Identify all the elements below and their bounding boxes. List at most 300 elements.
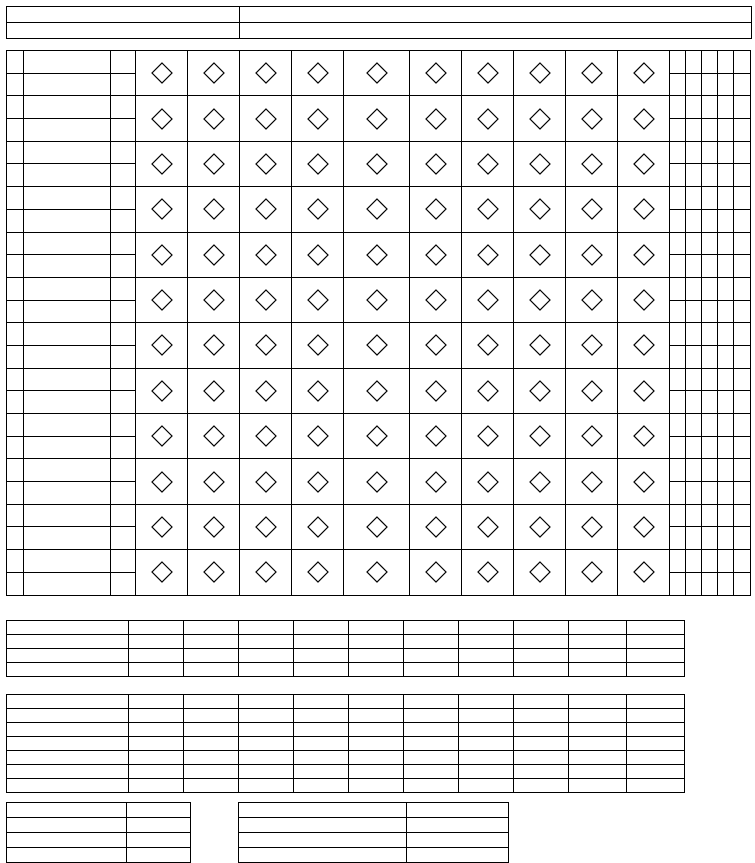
matrix-marker-cell[interactable] [136, 141, 188, 186]
matrix-right-cell[interactable] [734, 141, 751, 164]
matrix-marker-cell[interactable] [240, 368, 292, 413]
matrix-marker-cell[interactable] [618, 277, 670, 322]
matrix-row-weight-cell[interactable] [111, 141, 136, 164]
matrix-row-label[interactable] [24, 504, 111, 527]
matrix-marker-cell[interactable] [618, 232, 670, 277]
table-three-cell[interactable] [349, 751, 404, 765]
table-two-cell[interactable] [627, 635, 685, 649]
matrix-row-label[interactable] [24, 277, 111, 300]
matrix-marker-cell[interactable] [344, 141, 410, 186]
matrix-marker-cell[interactable] [292, 232, 344, 277]
matrix-marker-cell[interactable] [292, 96, 344, 141]
matrix-right-cell[interactable] [686, 51, 702, 74]
matrix-right-cell[interactable] [702, 300, 718, 323]
table-two-cell[interactable] [349, 649, 404, 663]
matrix-marker-cell[interactable] [188, 96, 240, 141]
matrix-right-cell[interactable] [718, 391, 734, 414]
matrix-row-weight-cell[interactable] [111, 255, 136, 278]
matrix-right-cell[interactable] [670, 255, 686, 278]
matrix-marker-cell[interactable] [410, 550, 462, 595]
matrix-marker-cell[interactable] [344, 277, 410, 322]
matrix-right-cell[interactable] [670, 300, 686, 323]
matrix-marker-cell[interactable] [514, 187, 566, 232]
matrix-right-cell[interactable] [734, 572, 751, 595]
matrix-marker-cell[interactable] [292, 414, 344, 459]
matrix-right-cell[interactable] [686, 164, 702, 187]
matrix-right-cell[interactable] [734, 527, 751, 550]
table-three-cell[interactable] [129, 779, 184, 793]
table-three-cell[interactable] [349, 709, 404, 723]
table-three-cell[interactable] [294, 765, 349, 779]
table-two-cell[interactable] [294, 621, 349, 635]
table-three-cell[interactable] [7, 709, 129, 723]
table-three-cell[interactable] [239, 751, 294, 765]
table-three-cell[interactable] [184, 765, 239, 779]
matrix-marker-cell[interactable] [462, 277, 514, 322]
matrix-marker-cell[interactable] [566, 459, 618, 504]
table-three-cell[interactable] [239, 695, 294, 709]
table-three-cell[interactable] [349, 723, 404, 737]
matrix-right-cell[interactable] [734, 187, 751, 210]
matrix-marker-cell[interactable] [410, 368, 462, 413]
matrix-right-cell[interactable] [734, 482, 751, 505]
matrix-right-cell[interactable] [718, 550, 734, 573]
matrix-row-index-cell[interactable] [7, 232, 24, 255]
footer-right-cell[interactable] [407, 818, 509, 833]
matrix-marker-cell[interactable] [344, 51, 410, 96]
table-three-cell[interactable] [569, 723, 627, 737]
matrix-marker-cell[interactable] [410, 277, 462, 322]
matrix-row-index-cell[interactable] [7, 482, 24, 505]
matrix-right-cell[interactable] [702, 96, 718, 119]
footer-right-cell[interactable] [407, 848, 509, 863]
matrix-right-cell[interactable] [734, 164, 751, 187]
matrix-marker-cell[interactable] [410, 51, 462, 96]
matrix-marker-cell[interactable] [566, 141, 618, 186]
table-three-cell[interactable] [569, 765, 627, 779]
table-two-cell[interactable] [294, 663, 349, 677]
matrix-marker-cell[interactable] [410, 504, 462, 549]
matrix-row-label[interactable] [24, 232, 111, 255]
matrix-right-cell[interactable] [718, 209, 734, 232]
table-three-cell[interactable] [514, 765, 569, 779]
table-three-cell[interactable] [184, 695, 239, 709]
matrix-marker-cell[interactable] [566, 96, 618, 141]
matrix-row-label[interactable] [24, 459, 111, 482]
table-two-cell[interactable] [349, 663, 404, 677]
table-three-cell[interactable] [294, 709, 349, 723]
matrix-right-cell[interactable] [718, 300, 734, 323]
table-three-cell[interactable] [349, 737, 404, 751]
table-three-cell[interactable] [459, 723, 514, 737]
matrix-row-label[interactable] [24, 345, 111, 368]
table-three-cell[interactable] [184, 709, 239, 723]
matrix-marker-cell[interactable] [188, 232, 240, 277]
matrix-marker-cell[interactable] [514, 504, 566, 549]
matrix-right-cell[interactable] [718, 51, 734, 74]
matrix-marker-cell[interactable] [410, 141, 462, 186]
matrix-right-cell[interactable] [702, 459, 718, 482]
matrix-right-cell[interactable] [686, 323, 702, 346]
matrix-row-weight-cell[interactable] [111, 73, 136, 96]
table-three-cell[interactable] [459, 751, 514, 765]
table-two-cell[interactable] [514, 621, 569, 635]
table-two-cell[interactable] [459, 663, 514, 677]
matrix-row-weight-cell[interactable] [111, 368, 136, 391]
matrix-right-cell[interactable] [702, 368, 718, 391]
matrix-row-weight-cell[interactable] [111, 504, 136, 527]
table-three-cell[interactable] [459, 709, 514, 723]
matrix-right-cell[interactable] [734, 345, 751, 368]
matrix-right-cell[interactable] [734, 277, 751, 300]
table-three-cell[interactable] [569, 751, 627, 765]
matrix-marker-cell[interactable] [410, 323, 462, 368]
matrix-right-cell[interactable] [718, 572, 734, 595]
matrix-right-cell[interactable] [734, 459, 751, 482]
matrix-marker-cell[interactable] [136, 368, 188, 413]
matrix-marker-cell[interactable] [566, 277, 618, 322]
table-three-cell[interactable] [129, 765, 184, 779]
matrix-marker-cell[interactable] [136, 232, 188, 277]
matrix-marker-cell[interactable] [188, 414, 240, 459]
table-two-cell[interactable] [239, 635, 294, 649]
table-two-cell[interactable] [7, 621, 129, 635]
matrix-row-label[interactable] [24, 550, 111, 573]
table-three-cell[interactable] [349, 765, 404, 779]
table-two-cell[interactable] [7, 635, 129, 649]
matrix-row-label[interactable] [24, 572, 111, 595]
matrix-right-cell[interactable] [670, 572, 686, 595]
matrix-row-weight-cell[interactable] [111, 459, 136, 482]
matrix-right-cell[interactable] [670, 119, 686, 142]
matrix-row-label[interactable] [24, 414, 111, 437]
matrix-right-cell[interactable] [670, 141, 686, 164]
footer-left-cell[interactable] [7, 818, 127, 833]
matrix-right-cell[interactable] [718, 527, 734, 550]
matrix-marker-cell[interactable] [514, 323, 566, 368]
matrix-right-cell[interactable] [734, 73, 751, 96]
matrix-marker-cell[interactable] [136, 187, 188, 232]
matrix-marker-cell[interactable] [240, 550, 292, 595]
matrix-marker-cell[interactable] [514, 459, 566, 504]
table-three-cell[interactable] [404, 737, 459, 751]
matrix-right-cell[interactable] [702, 119, 718, 142]
matrix-marker-cell[interactable] [240, 187, 292, 232]
matrix-right-cell[interactable] [686, 96, 702, 119]
matrix-right-cell[interactable] [734, 300, 751, 323]
table-three-cell[interactable] [569, 695, 627, 709]
matrix-marker-cell[interactable] [410, 459, 462, 504]
matrix-right-cell[interactable] [702, 482, 718, 505]
matrix-row-label[interactable] [24, 368, 111, 391]
table-three-cell[interactable] [239, 737, 294, 751]
header-cell-sub-left[interactable] [7, 23, 240, 39]
table-three-cell[interactable] [129, 751, 184, 765]
matrix-marker-cell[interactable] [566, 368, 618, 413]
table-three-cell[interactable] [7, 779, 129, 793]
matrix-marker-cell[interactable] [188, 368, 240, 413]
table-two-cell[interactable] [627, 621, 685, 635]
table-three-cell[interactable] [514, 737, 569, 751]
matrix-right-cell[interactable] [686, 436, 702, 459]
header-cell-sub-right[interactable] [240, 23, 752, 39]
matrix-row-index-cell[interactable] [7, 550, 24, 573]
matrix-right-cell[interactable] [670, 550, 686, 573]
matrix-right-cell[interactable] [702, 527, 718, 550]
matrix-marker-cell[interactable] [240, 96, 292, 141]
table-two-cell[interactable] [349, 635, 404, 649]
table-three-cell[interactable] [129, 737, 184, 751]
matrix-row-index-cell[interactable] [7, 277, 24, 300]
matrix-right-cell[interactable] [718, 368, 734, 391]
matrix-right-cell[interactable] [670, 504, 686, 527]
matrix-marker-cell[interactable] [344, 187, 410, 232]
matrix-right-cell[interactable] [686, 277, 702, 300]
matrix-marker-cell[interactable] [462, 232, 514, 277]
table-three-cell[interactable] [404, 751, 459, 765]
matrix-row-label[interactable] [24, 482, 111, 505]
matrix-right-cell[interactable] [670, 527, 686, 550]
matrix-marker-cell[interactable] [410, 96, 462, 141]
matrix-marker-cell[interactable] [292, 51, 344, 96]
matrix-row-index-cell[interactable] [7, 255, 24, 278]
table-three-cell[interactable] [404, 723, 459, 737]
matrix-marker-cell[interactable] [188, 323, 240, 368]
table-three-cell[interactable] [294, 779, 349, 793]
matrix-row-index-cell[interactable] [7, 391, 24, 414]
matrix-right-cell[interactable] [734, 255, 751, 278]
matrix-marker-cell[interactable] [410, 414, 462, 459]
matrix-marker-cell[interactable] [136, 459, 188, 504]
footer-right-cell[interactable] [239, 833, 407, 848]
table-three-cell[interactable] [7, 695, 129, 709]
matrix-marker-cell[interactable] [566, 550, 618, 595]
table-three-cell[interactable] [569, 709, 627, 723]
matrix-marker-cell[interactable] [344, 323, 410, 368]
matrix-right-cell[interactable] [718, 73, 734, 96]
footer-left-cell[interactable] [7, 833, 127, 848]
table-two-cell[interactable] [459, 635, 514, 649]
matrix-right-cell[interactable] [718, 436, 734, 459]
matrix-marker-cell[interactable] [618, 323, 670, 368]
table-three-cell[interactable] [294, 751, 349, 765]
footer-left-cell[interactable] [127, 833, 191, 848]
matrix-marker-cell[interactable] [292, 550, 344, 595]
matrix-marker-cell[interactable] [240, 232, 292, 277]
matrix-marker-cell[interactable] [514, 96, 566, 141]
table-three-cell[interactable] [7, 737, 129, 751]
matrix-row-weight-cell[interactable] [111, 323, 136, 346]
matrix-row-index-cell[interactable] [7, 164, 24, 187]
matrix-right-cell[interactable] [686, 255, 702, 278]
matrix-row-index-cell[interactable] [7, 141, 24, 164]
matrix-right-cell[interactable] [702, 209, 718, 232]
matrix-row-index-cell[interactable] [7, 73, 24, 96]
table-two-cell[interactable] [349, 621, 404, 635]
matrix-right-cell[interactable] [702, 73, 718, 96]
matrix-row-index-cell[interactable] [7, 527, 24, 550]
matrix-right-cell[interactable] [718, 504, 734, 527]
table-three-cell[interactable] [627, 737, 685, 751]
header-cell-title-right[interactable] [240, 7, 752, 23]
matrix-row-index-cell[interactable] [7, 436, 24, 459]
table-three-cell[interactable] [514, 723, 569, 737]
matrix-marker-cell[interactable] [240, 141, 292, 186]
matrix-right-cell[interactable] [702, 550, 718, 573]
table-three-cell[interactable] [184, 737, 239, 751]
table-three-cell[interactable] [129, 695, 184, 709]
matrix-marker-cell[interactable] [410, 232, 462, 277]
matrix-right-cell[interactable] [718, 96, 734, 119]
table-three-cell[interactable] [239, 765, 294, 779]
matrix-right-cell[interactable] [702, 277, 718, 300]
matrix-right-cell[interactable] [718, 187, 734, 210]
matrix-right-cell[interactable] [734, 391, 751, 414]
matrix-row-index-cell[interactable] [7, 209, 24, 232]
matrix-right-cell[interactable] [670, 323, 686, 346]
table-three-cell[interactable] [459, 737, 514, 751]
matrix-row-index-cell[interactable] [7, 414, 24, 437]
matrix-marker-cell[interactable] [462, 414, 514, 459]
footer-right-cell[interactable] [407, 833, 509, 848]
table-two-cell[interactable] [459, 621, 514, 635]
matrix-right-cell[interactable] [702, 436, 718, 459]
matrix-marker-cell[interactable] [618, 550, 670, 595]
table-three-cell[interactable] [239, 709, 294, 723]
matrix-row-weight-cell[interactable] [111, 119, 136, 142]
table-two-cell[interactable] [294, 635, 349, 649]
matrix-right-cell[interactable] [686, 345, 702, 368]
matrix-marker-cell[interactable] [136, 550, 188, 595]
table-three-cell[interactable] [627, 765, 685, 779]
matrix-right-cell[interactable] [670, 187, 686, 210]
matrix-right-cell[interactable] [670, 436, 686, 459]
matrix-right-cell[interactable] [718, 345, 734, 368]
matrix-row-index-cell[interactable] [7, 300, 24, 323]
matrix-marker-cell[interactable] [514, 368, 566, 413]
matrix-marker-cell[interactable] [514, 414, 566, 459]
table-three-cell[interactable] [627, 779, 685, 793]
matrix-right-cell[interactable] [734, 436, 751, 459]
matrix-marker-cell[interactable] [292, 187, 344, 232]
matrix-marker-cell[interactable] [240, 323, 292, 368]
table-three-cell[interactable] [7, 751, 129, 765]
table-two-cell[interactable] [239, 663, 294, 677]
table-two-cell[interactable] [404, 663, 459, 677]
footer-left-cell[interactable] [127, 803, 191, 818]
matrix-row-label[interactable] [24, 96, 111, 119]
matrix-right-cell[interactable] [670, 345, 686, 368]
matrix-marker-cell[interactable] [514, 277, 566, 322]
table-two-cell[interactable] [184, 649, 239, 663]
table-three-cell[interactable] [294, 695, 349, 709]
matrix-right-cell[interactable] [734, 323, 751, 346]
matrix-row-weight-cell[interactable] [111, 164, 136, 187]
table-three-cell[interactable] [459, 779, 514, 793]
matrix-right-cell[interactable] [734, 368, 751, 391]
matrix-marker-cell[interactable] [292, 368, 344, 413]
table-three-cell[interactable] [404, 779, 459, 793]
matrix-marker-cell[interactable] [188, 550, 240, 595]
matrix-right-cell[interactable] [718, 255, 734, 278]
table-three-cell[interactable] [569, 779, 627, 793]
matrix-right-cell[interactable] [718, 482, 734, 505]
matrix-right-cell[interactable] [702, 572, 718, 595]
table-two-cell[interactable] [129, 663, 184, 677]
matrix-right-cell[interactable] [670, 73, 686, 96]
table-two-cell[interactable] [294, 649, 349, 663]
table-three-cell[interactable] [184, 779, 239, 793]
matrix-right-cell[interactable] [670, 414, 686, 437]
matrix-marker-cell[interactable] [136, 51, 188, 96]
footer-left-cell[interactable] [127, 818, 191, 833]
table-two-cell[interactable] [514, 649, 569, 663]
matrix-right-cell[interactable] [670, 51, 686, 74]
matrix-row-weight-cell[interactable] [111, 209, 136, 232]
table-two-cell[interactable] [569, 621, 627, 635]
matrix-right-cell[interactable] [734, 414, 751, 437]
matrix-marker-cell[interactable] [514, 141, 566, 186]
matrix-row-label[interactable] [24, 73, 111, 96]
matrix-right-cell[interactable] [718, 232, 734, 255]
matrix-marker-cell[interactable] [618, 96, 670, 141]
matrix-right-cell[interactable] [686, 368, 702, 391]
matrix-right-cell[interactable] [702, 141, 718, 164]
matrix-right-cell[interactable] [734, 209, 751, 232]
matrix-row-label[interactable] [24, 436, 111, 459]
matrix-marker-cell[interactable] [292, 323, 344, 368]
matrix-right-cell[interactable] [686, 300, 702, 323]
matrix-marker-cell[interactable] [344, 96, 410, 141]
matrix-marker-cell[interactable] [462, 323, 514, 368]
matrix-right-cell[interactable] [702, 164, 718, 187]
matrix-right-cell[interactable] [718, 164, 734, 187]
matrix-right-cell[interactable] [734, 550, 751, 573]
matrix-marker-cell[interactable] [240, 504, 292, 549]
footer-left-cell[interactable] [7, 848, 127, 863]
table-two-cell[interactable] [627, 649, 685, 663]
matrix-marker-cell[interactable] [618, 187, 670, 232]
matrix-marker-cell[interactable] [136, 96, 188, 141]
matrix-marker-cell[interactable] [566, 232, 618, 277]
matrix-row-label[interactable] [24, 141, 111, 164]
matrix-right-cell[interactable] [702, 504, 718, 527]
matrix-right-cell[interactable] [670, 232, 686, 255]
matrix-row-index-cell[interactable] [7, 187, 24, 210]
matrix-row-weight-cell[interactable] [111, 527, 136, 550]
matrix-marker-cell[interactable] [292, 141, 344, 186]
matrix-marker-cell[interactable] [188, 187, 240, 232]
table-two-cell[interactable] [404, 649, 459, 663]
matrix-row-weight-cell[interactable] [111, 187, 136, 210]
matrix-right-cell[interactable] [670, 459, 686, 482]
table-two-cell[interactable] [569, 649, 627, 663]
matrix-marker-cell[interactable] [462, 504, 514, 549]
matrix-right-cell[interactable] [686, 504, 702, 527]
matrix-marker-cell[interactable] [292, 504, 344, 549]
matrix-row-index-cell[interactable] [7, 572, 24, 595]
footer-right-cell[interactable] [239, 803, 407, 818]
matrix-right-cell[interactable] [670, 482, 686, 505]
matrix-marker-cell[interactable] [188, 459, 240, 504]
header-cell-title-left[interactable] [7, 7, 240, 23]
matrix-marker-cell[interactable] [514, 550, 566, 595]
matrix-row-index-cell[interactable] [7, 96, 24, 119]
matrix-marker-cell[interactable] [240, 277, 292, 322]
table-two-cell[interactable] [7, 663, 129, 677]
matrix-marker-cell[interactable] [292, 459, 344, 504]
matrix-marker-cell[interactable] [514, 51, 566, 96]
